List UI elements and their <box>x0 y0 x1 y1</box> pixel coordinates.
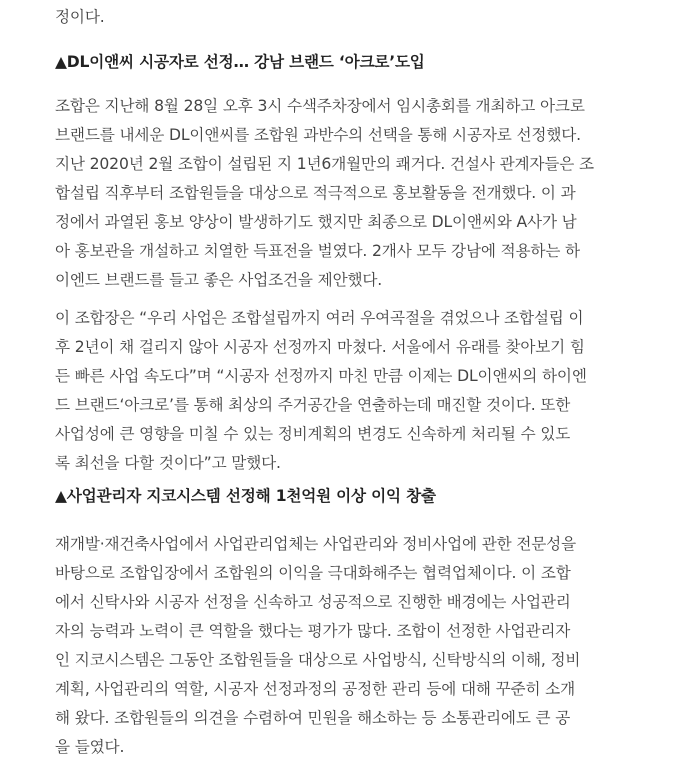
paragraph-line: 조합은 지난해 8월 28일 오후 3시 수색주차장에서 임시총회를 개최하고 아크로 <box>55 97 585 115</box>
section2-heading-block <box>55 485 675 507</box>
paragraph-line: 정이다. <box>55 8 105 26</box>
paragraph-line: 아 홍보관을 개설하고 치열한 득표전을 벌였다. 2개사 모두 강남에 적용하는 하 <box>55 242 580 260</box>
paragraph-line: 드 브랜드‘아크로’를 통해 최상의 주거공간을 연출하는데 매진할 것이다. 또한 <box>55 396 571 414</box>
section-heading: ▲사업관리자 지코시스템 선정해 1천억원 이상 이익 창출 <box>55 487 436 505</box>
intro-paragraph <box>55 3 675 32</box>
section2-paragraph-1 <box>55 530 675 759</box>
section1-paragraph-2 <box>55 304 675 478</box>
paragraph-line: 재개발·재건축사업에서 사업관리업체는 사업관리와 정비사업에 관한 전문성을 <box>55 535 576 553</box>
paragraph-line: 에서 신탁사와 시공자 선정을 신속하고 성공적으로 진행한 배경에는 사업관리 <box>55 593 571 611</box>
paragraph-line: 사업성에 큰 영향을 미칠 수 있는 정비계획의 변경도 신속하게 처리될 수 있도 <box>55 425 571 443</box>
section-heading: ▲DL이앤씨 시공자로 선정… 강남 브랜드 ‘아크로’도입 <box>55 53 425 71</box>
paragraph-line: 자의 능력과 노력이 큰 역할을 했다는 평가가 많다. 조합이 선정한 사업관리자 <box>55 622 571 640</box>
section1-paragraph-1 <box>55 92 675 295</box>
paragraph-line: 인 지코시스템은 그동안 조합원들을 대상으로 사업방식, 신탁방식의 이해, 정비 <box>55 651 581 669</box>
paragraph-line: 후 2년이 채 걸리지 않아 시공자 선정까지 마쳤다. 서울에서 유래를 찾아보기 힘 <box>55 338 585 356</box>
paragraph-line: 브랜드를 내세운 DL이앤씨를 조합원 과반수의 선택을 통해 시공자로 선정했다. <box>55 126 581 144</box>
paragraph-line: 정에서 과열된 홍보 양상이 발생하기도 했지만 최종으로 DL이앤씨와 A사가 남 <box>55 213 577 231</box>
paragraph-line: 계획, 사업관리의 역할, 시공자 선정과정의 공정한 관리 등에 대해 꾸준히 소개 <box>55 680 576 698</box>
paragraph-line: 해 왔다. 조합원들의 의견을 수렴하여 민원을 해소하는 등 소통관리에도 큰 공 <box>55 709 571 727</box>
paragraph-line: 이 조합장은 “우리 사업은 조합설립까지 여러 우여곡절을 겪었으나 조합설립 이 <box>55 309 584 327</box>
paragraph-line: 바탕으로 조합입장에서 조합원의 이익을 극대화해주는 협력업체이다. 이 조합 <box>55 564 571 582</box>
paragraph-line: 합설립 직후부터 조합원들을 대상으로 적극적으로 홍보활동을 전개했다. 이 과 <box>55 184 576 202</box>
paragraph-line: 든 빠른 사업 속도다”며 “시공자 선정까지 마친 만큼 이제는 DL이앤씨의 하이엔 <box>55 367 587 385</box>
paragraph-line: 을 들였다. <box>55 738 125 756</box>
section1-heading-block <box>55 51 675 73</box>
paragraph-line: 지난 2020년 2월 조합이 설립된 지 1년6개월만의 쾌거다. 건설사 관계자들은 조 <box>55 155 594 173</box>
paragraph-line: 록 최선을 다할 것이다”고 말했다. <box>55 454 281 472</box>
paragraph-line: 이엔드 브랜드를 들고 좋은 사업조건을 제안했다. <box>55 271 383 289</box>
